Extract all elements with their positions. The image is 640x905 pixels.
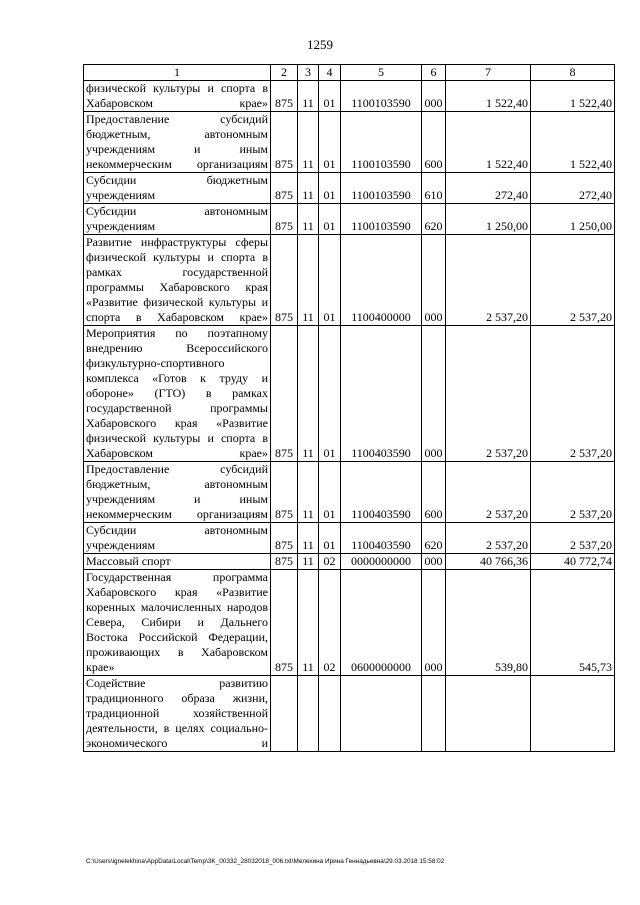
row-target-code: 1100103590 bbox=[341, 81, 422, 112]
row-section-code: 11 bbox=[298, 326, 319, 462]
row-amount-year2: 545,73 bbox=[531, 570, 615, 676]
row-subsection-code: 01 bbox=[319, 326, 341, 462]
row-expense-type: 620 bbox=[422, 204, 446, 235]
row-section-code: 11 bbox=[298, 235, 319, 326]
row-target-code: 1100103590 bbox=[341, 173, 422, 204]
table-row bbox=[84, 462, 615, 523]
row-amount-year2: 2 537,20 bbox=[531, 523, 615, 554]
table-row bbox=[84, 554, 615, 570]
table-row bbox=[84, 173, 615, 204]
row-section-code: 11 bbox=[298, 570, 319, 676]
row-amount-year1: 2 537,20 bbox=[446, 462, 531, 523]
row-amount-year2: 2 537,20 bbox=[531, 462, 615, 523]
row-expense-type: 000 bbox=[422, 554, 446, 570]
table-header-row bbox=[84, 65, 615, 81]
row-name: Субсидии бюджетным учреждениям bbox=[84, 173, 271, 204]
row-expense-type: 000 bbox=[422, 326, 446, 462]
column-header: 1 bbox=[84, 65, 271, 81]
row-target-code: 1100403590 bbox=[341, 326, 422, 462]
row-target-code: 1100400000 bbox=[341, 235, 422, 326]
row-target-code: 1100403590 bbox=[341, 523, 422, 554]
row-name: физической культуры и спорта в Хабаровском крае» bbox=[84, 81, 271, 112]
row-expense-type: 000 bbox=[422, 81, 446, 112]
row-name: Содействие развитию традиционного образа жизни, традиционной хозяйственной деятельности, в целях социально-экономического и bbox=[84, 676, 271, 752]
file-path-footer: C:\Users\ignelekhina\AppData\Local\Temp\3K_00332_28032018_006.txt\Мелехина Ирина Геннадьевна\29.03.2018 15:58:02 bbox=[86, 858, 445, 865]
row-section-code: 11 bbox=[298, 554, 319, 570]
row-amount-year2: 1 522,40 bbox=[531, 81, 615, 112]
row-section-code: 11 bbox=[298, 112, 319, 173]
row-amount-year2: 40 772,74 bbox=[531, 554, 615, 570]
row-amount-year1: 2 537,20 bbox=[446, 326, 531, 462]
column-header: 7 bbox=[446, 65, 531, 81]
column-header: 8 bbox=[531, 65, 615, 81]
row-amount-year1: 1 250,00 bbox=[446, 204, 531, 235]
column-header: 4 bbox=[319, 65, 341, 81]
column-header: 2 bbox=[271, 65, 298, 81]
row-ministry-code: 875 bbox=[271, 235, 298, 326]
row-name: Субсидии автономным учреждениям bbox=[84, 204, 271, 235]
row-amount-year1: 2 537,20 bbox=[446, 523, 531, 554]
row-amount-year2: 1 250,00 bbox=[531, 204, 615, 235]
table-row bbox=[84, 204, 615, 235]
row-amount-year2: 1 522,40 bbox=[531, 112, 615, 173]
row-ministry-code: 875 bbox=[271, 462, 298, 523]
row-target-code: 1100103590 bbox=[341, 112, 422, 173]
row-section-code: 11 bbox=[298, 523, 319, 554]
row-ministry-code: 875 bbox=[271, 523, 298, 554]
row-section-code: 11 bbox=[298, 173, 319, 204]
row-ministry-code bbox=[271, 676, 298, 752]
row-amount-year1: 2 537,20 bbox=[446, 235, 531, 326]
row-amount-year2: 272,40 bbox=[531, 173, 615, 204]
budget-table bbox=[83, 64, 615, 752]
column-header: 5 bbox=[341, 65, 422, 81]
row-expense-type: 620 bbox=[422, 523, 446, 554]
row-amount-year1 bbox=[446, 676, 531, 752]
row-subsection-code bbox=[319, 676, 341, 752]
row-section-code: 11 bbox=[298, 462, 319, 523]
row-ministry-code: 875 bbox=[271, 112, 298, 173]
row-ministry-code: 875 bbox=[271, 326, 298, 462]
row-ministry-code: 875 bbox=[271, 81, 298, 112]
row-expense-type: 600 bbox=[422, 112, 446, 173]
row-target-code: 0000000000 bbox=[341, 554, 422, 570]
table-row bbox=[84, 676, 615, 752]
row-section-code: 11 bbox=[298, 204, 319, 235]
page-number: 1259 bbox=[307, 37, 333, 52]
row-expense-type: 610 bbox=[422, 173, 446, 204]
row-target-code: 1100103590 bbox=[341, 204, 422, 235]
row-expense-type bbox=[422, 676, 446, 752]
row-name: Государственная программа Хабаровского края «Развитие коренных малочисленных народов Севера, Сибири и Дальнего Востока Российской Федерации, проживающих в Хабаровском крае» bbox=[84, 570, 271, 676]
row-subsection-code: 01 bbox=[319, 235, 341, 326]
row-expense-type: 600 bbox=[422, 462, 446, 523]
row-section-code bbox=[298, 676, 319, 752]
row-amount-year1: 40 766,36 bbox=[446, 554, 531, 570]
row-name: Предоставление субсидий бюджетным, автономным учреждениям и иным некоммерческим организациям bbox=[84, 462, 271, 523]
table-row bbox=[84, 235, 615, 326]
row-subsection-code: 01 bbox=[319, 173, 341, 204]
row-ministry-code: 875 bbox=[271, 173, 298, 204]
row-amount-year1: 1 522,40 bbox=[446, 81, 531, 112]
table-row bbox=[84, 326, 615, 462]
row-amount-year1: 539,80 bbox=[446, 570, 531, 676]
row-expense-type: 000 bbox=[422, 570, 446, 676]
row-target-code bbox=[341, 676, 422, 752]
row-amount-year2: 2 537,20 bbox=[531, 326, 615, 462]
row-subsection-code: 01 bbox=[319, 462, 341, 523]
row-amount-year2 bbox=[531, 676, 615, 752]
row-subsection-code: 01 bbox=[319, 112, 341, 173]
row-ministry-code: 875 bbox=[271, 204, 298, 235]
row-ministry-code: 875 bbox=[271, 554, 298, 570]
row-target-code: 1100403590 bbox=[341, 462, 422, 523]
row-name: Субсидии автономным учреждениям bbox=[84, 523, 271, 554]
row-ministry-code: 875 bbox=[271, 570, 298, 676]
row-amount-year1: 1 522,40 bbox=[446, 112, 531, 173]
column-header: 6 bbox=[422, 65, 446, 81]
table-row bbox=[84, 523, 615, 554]
row-subsection-code: 01 bbox=[319, 81, 341, 112]
row-target-code: 0600000000 bbox=[341, 570, 422, 676]
table-row bbox=[84, 81, 615, 112]
row-name: Развитие инфраструктуры сферы физической культуры и спорта в рамках государственной программы Хабаровского края «Развитие физической культуры и спорта в Хабаровском крае» bbox=[84, 235, 271, 326]
row-name: Массовый спорт bbox=[84, 554, 271, 570]
row-amount-year1: 272,40 bbox=[446, 173, 531, 204]
column-header: 3 bbox=[298, 65, 319, 81]
row-subsection-code: 01 bbox=[319, 523, 341, 554]
table-row bbox=[84, 570, 615, 676]
table-row bbox=[84, 112, 615, 173]
row-subsection-code: 01 bbox=[319, 204, 341, 235]
row-name: Предоставление субсидий бюджетным, автономным учреждениям и иным некоммерческим организациям bbox=[84, 112, 271, 173]
row-name: Мероприятия по поэтапному внедрению Всероссийского физкультурно-спортивного комплекса «Готов к труду и обороне» (ГТО) в рамках государственной программы Хабаровского края «Развитие физической культуры и спорта в Хабаровском крае» bbox=[84, 326, 271, 462]
row-expense-type: 000 bbox=[422, 235, 446, 326]
row-subsection-code: 02 bbox=[319, 570, 341, 676]
row-amount-year2: 2 537,20 bbox=[531, 235, 615, 326]
row-subsection-code: 02 bbox=[319, 554, 341, 570]
row-section-code: 11 bbox=[298, 81, 319, 112]
